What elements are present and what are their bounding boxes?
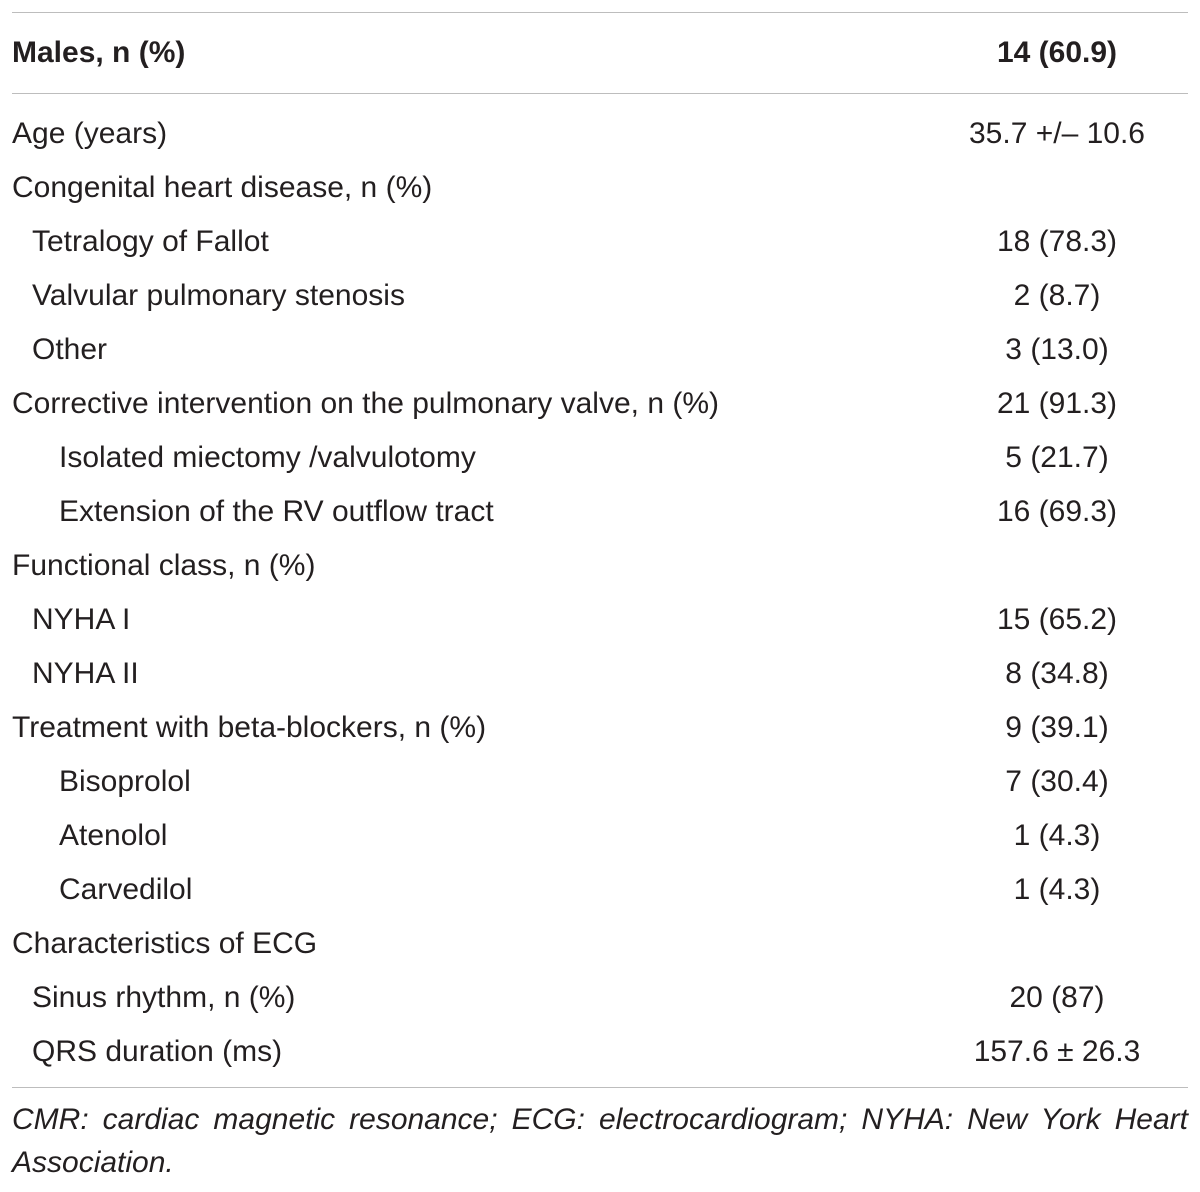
header-label: Males, n (%) — [12, 36, 186, 69]
table-row — [12, 485, 1188, 539]
table-row — [12, 269, 1188, 323]
table-row — [12, 809, 1188, 863]
row-value: 157.6 ± 26.3 — [973, 1035, 1141, 1068]
table-row — [12, 539, 1188, 593]
table-row — [12, 431, 1188, 485]
row-label: Functional class, n (%) — [12, 549, 316, 582]
row-value: 8 (34.8) — [1005, 657, 1109, 690]
row-label: Isolated miectomy /valvulotomy — [59, 441, 476, 474]
row-label: Characteristics of ECG — [12, 927, 318, 960]
table-row — [12, 917, 1188, 971]
table-row — [12, 323, 1188, 377]
row-value: 20 (87) — [1009, 981, 1105, 1014]
table-row — [12, 1025, 1188, 1079]
row-value: 7 (30.4) — [1005, 765, 1109, 798]
row-label: NYHA II — [32, 657, 139, 690]
row-value: 9 (39.1) — [1005, 711, 1109, 744]
row-value: 3 (13.0) — [1005, 333, 1109, 366]
table-body — [12, 94, 1188, 1087]
row-value: 15 (65.2) — [996, 603, 1118, 636]
characteristics-table — [12, 12, 1188, 1184]
row-label: NYHA I — [32, 603, 131, 636]
row-label: Extension of the RV outflow tract — [59, 495, 494, 528]
table-row — [12, 863, 1188, 917]
table-row — [12, 971, 1188, 1025]
table-row — [12, 107, 1188, 161]
table-footnote: CMR: cardiac magnetic resonance; ECG: electrocardiogram; NYHA: New York Heart Association. — [12, 1103, 1188, 1179]
row-label: Tetralogy of Fallot — [32, 225, 269, 258]
row-value: 1 (4.3) — [1013, 873, 1101, 906]
table-header-row — [12, 13, 1188, 93]
row-value: 2 (8.7) — [1013, 279, 1101, 312]
row-value: 5 (21.7) — [1005, 441, 1109, 474]
row-label: Bisoprolol — [59, 765, 191, 798]
row-label: QRS duration (ms) — [32, 1035, 283, 1068]
row-label: Congenital heart disease, n (%) — [12, 171, 433, 204]
row-label: Sinus rhythm, n (%) — [32, 981, 296, 1014]
table-row — [12, 161, 1188, 215]
row-label: Age (years) — [12, 117, 168, 150]
table-row — [12, 593, 1188, 647]
row-value: 35.7 +/– 10.6 — [969, 117, 1145, 150]
row-value: 18 (78.3) — [996, 225, 1118, 258]
table-row — [12, 377, 1188, 431]
row-label: Atenolol — [59, 819, 168, 852]
table-row — [12, 215, 1188, 269]
row-label: Treatment with beta-blockers, n (%) — [12, 711, 487, 744]
row-value: 21 (91.3) — [996, 387, 1118, 420]
header-value: 14 (60.9) — [996, 36, 1118, 69]
row-value: 16 (69.3) — [996, 495, 1118, 528]
table-row — [12, 701, 1188, 755]
table-row — [12, 755, 1188, 809]
table-row — [12, 647, 1188, 701]
row-label: Other — [32, 333, 108, 366]
row-label: Corrective intervention on the pulmonary valve, n (%) — [12, 387, 719, 420]
row-label: Valvular pulmonary stenosis — [32, 279, 405, 312]
row-value: 1 (4.3) — [1013, 819, 1101, 852]
row-label: Carvedilol — [59, 873, 193, 906]
